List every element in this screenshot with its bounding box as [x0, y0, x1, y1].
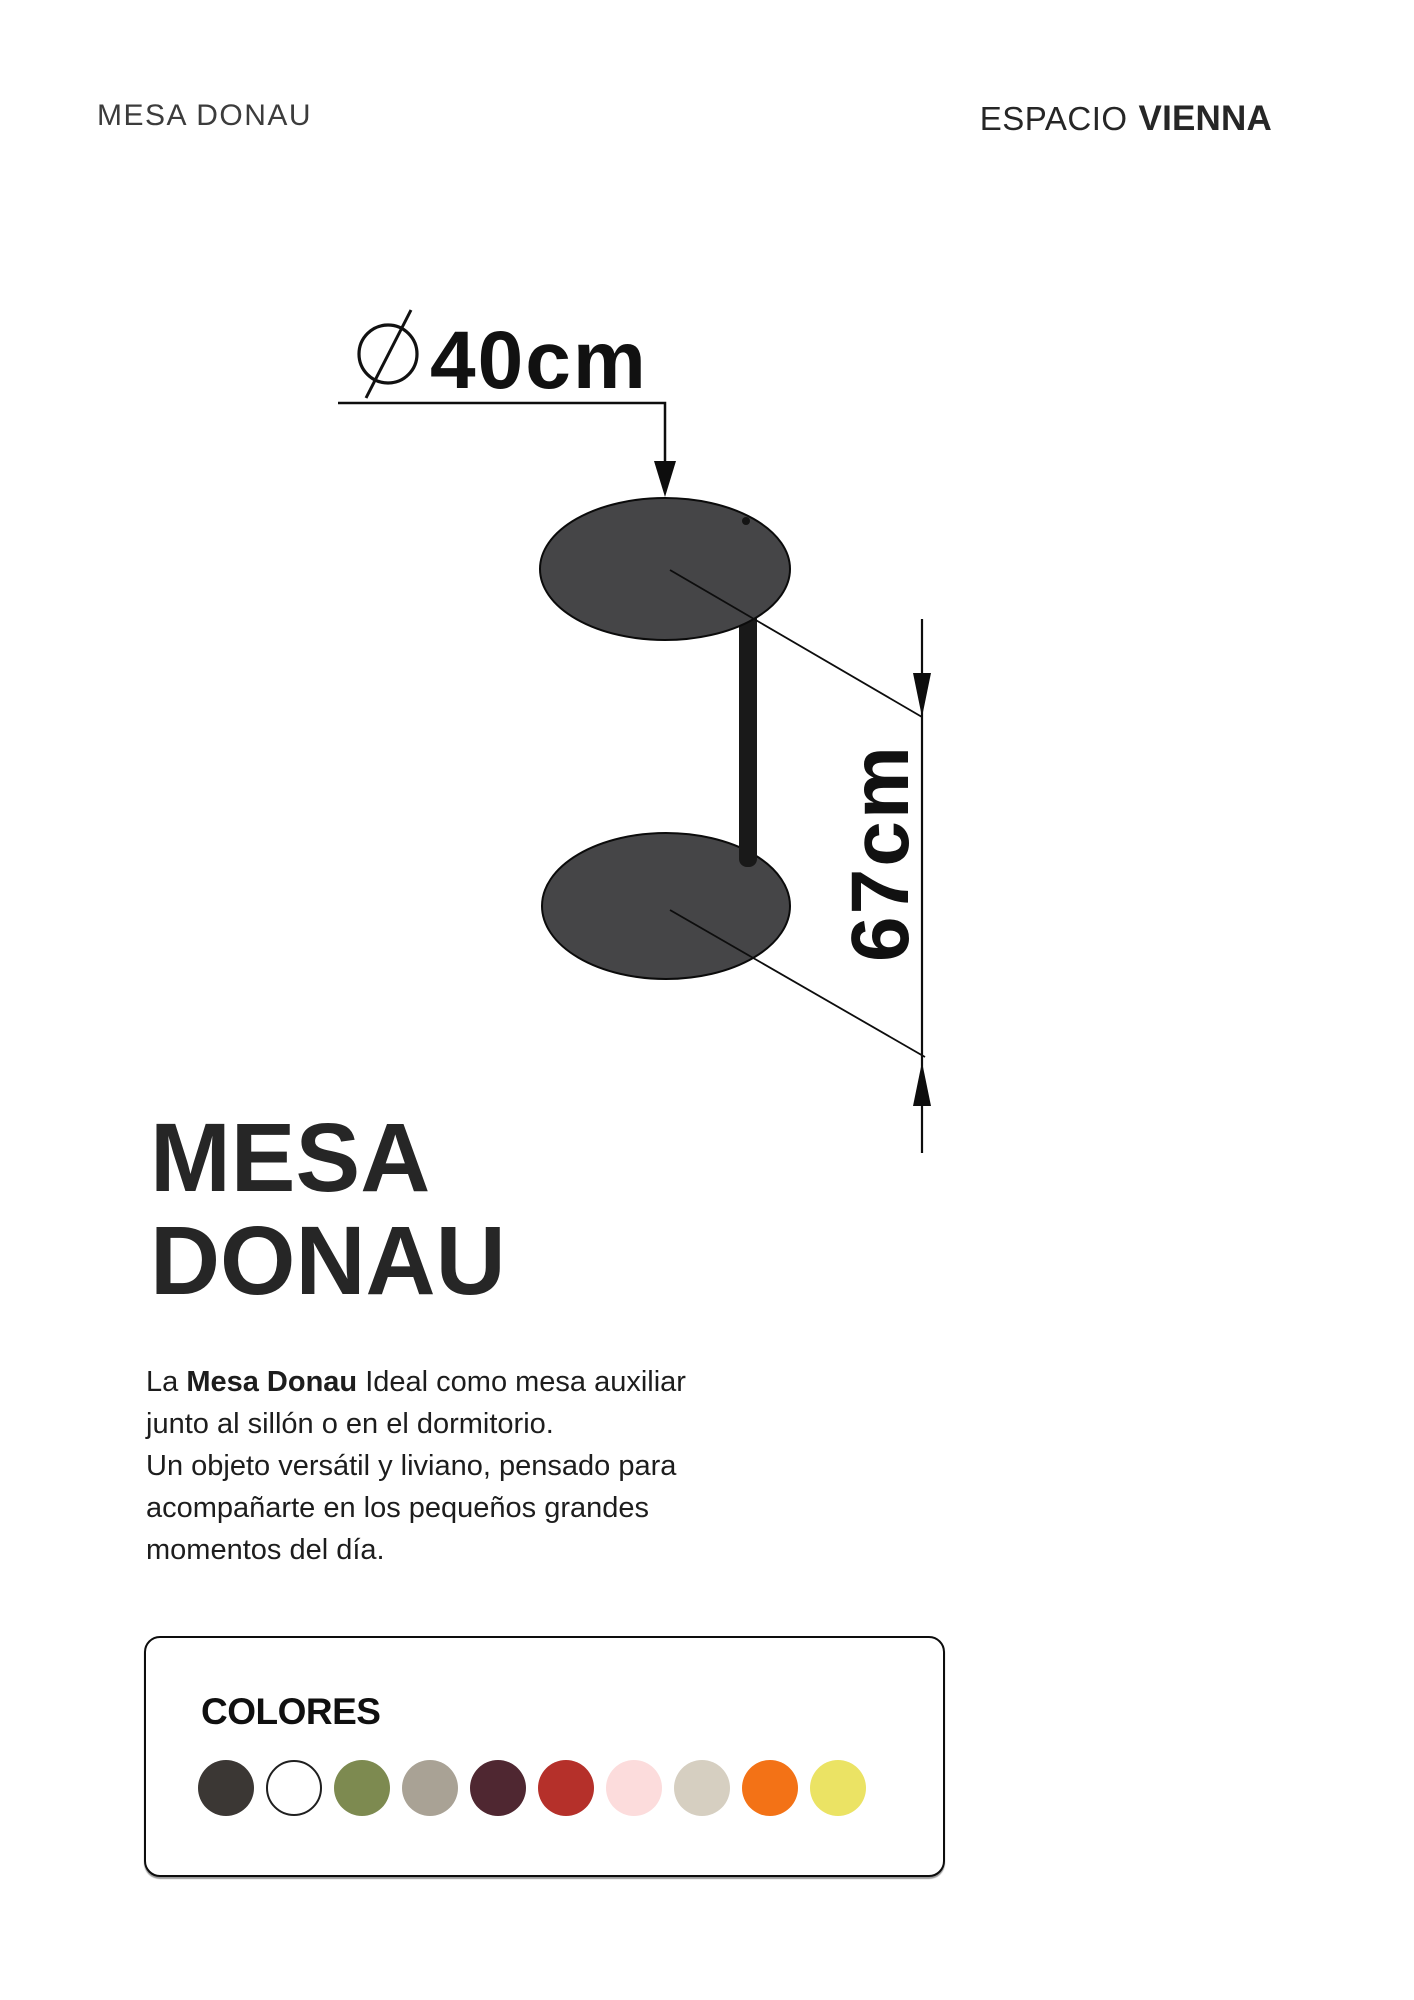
diameter-leader-line [338, 403, 665, 462]
description-bold-text: Mesa Donau [186, 1366, 358, 1398]
description-line: momentos del día. [146, 1534, 385, 1566]
description-text: La [146, 1366, 187, 1398]
header-product-name: MESA DONAU [97, 99, 313, 132]
description-line: junto al sillón o en el dormitorio. [146, 1408, 554, 1440]
table-top-detail-dot [742, 517, 750, 525]
brand-prefix-label: ESPACIO [979, 100, 1128, 137]
brand-name-label: VIENNA [1138, 99, 1272, 138]
dimension-diagram [250, 240, 1060, 1200]
color-swatch-charcoal [198, 1760, 254, 1816]
colors-panel-title: COLORES [201, 1691, 381, 1732]
diameter-symbol-icon [359, 310, 417, 398]
color-swatch-white [266, 1760, 322, 1816]
product-title [150, 1103, 506, 1315]
description-line: Un objeto versátil y liviano, pensado para [146, 1450, 677, 1482]
color-swatch-beige [674, 1760, 730, 1816]
description-line [146, 1361, 686, 1403]
diameter-arrow-icon [654, 461, 676, 497]
colors-panel [144, 1636, 945, 1877]
color-swatch-olive [334, 1760, 390, 1816]
color-swatch-gray-taupe [402, 1760, 458, 1816]
height-arrow-up-icon [913, 1062, 931, 1106]
brand-logo [980, 99, 1272, 139]
color-swatch-burgundy [470, 1760, 526, 1816]
height-arrow-down-icon [913, 673, 931, 717]
product-title-line1: MESA [150, 1103, 431, 1212]
color-swatch-yellow [810, 1760, 866, 1816]
height-leader-top [670, 570, 922, 717]
color-swatch-orange [742, 1760, 798, 1816]
color-swatch-brick-red [538, 1760, 594, 1816]
product-description [146, 1361, 686, 1571]
description-text: Ideal como mesa auxiliar [357, 1366, 686, 1398]
height-label: 67cm [835, 744, 926, 962]
description-line: acompañarte en los pequeños grandes [146, 1492, 650, 1524]
product-title-line2: DONAU [150, 1206, 506, 1315]
color-swatch-light-pink [606, 1760, 662, 1816]
color-swatch-row [198, 1760, 866, 1816]
diameter-label: 40cm [430, 315, 648, 406]
